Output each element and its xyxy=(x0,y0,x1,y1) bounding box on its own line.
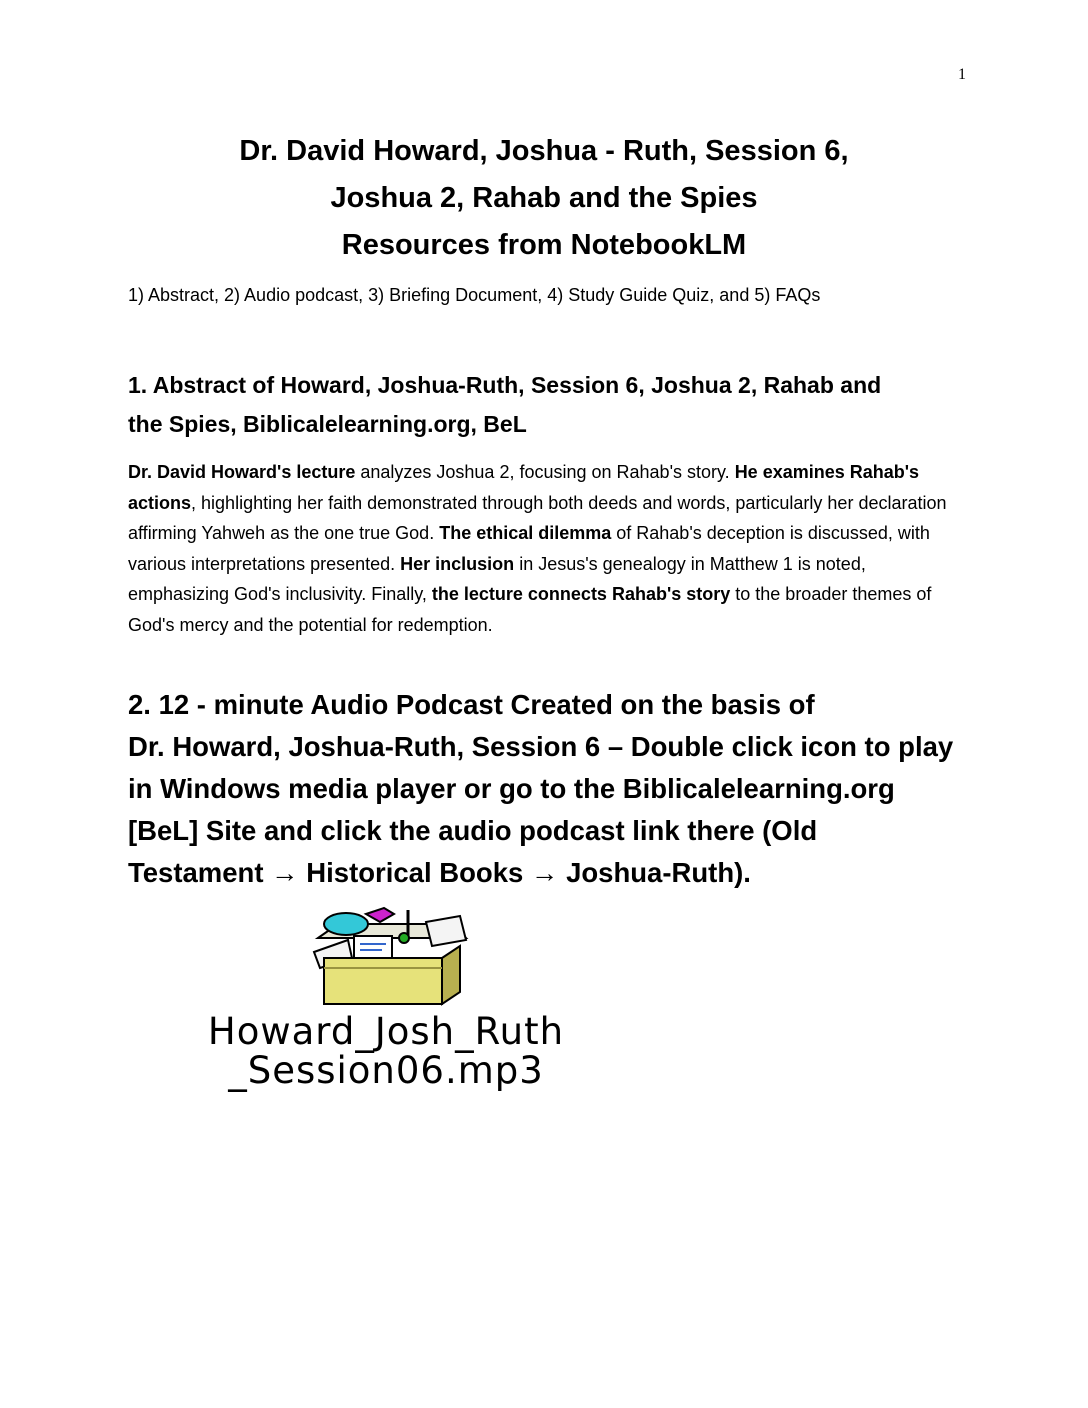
breadcrumb-old-testament: Testament xyxy=(128,857,272,888)
abstract-text-5: to the broader themes of God's mercy and the potential for redemption. xyxy=(128,584,932,635)
abstract-bold-4: Her inclusion xyxy=(400,553,515,574)
abstract-text-1: analyzes Joshua 2, focusing on Rahab's story. xyxy=(355,462,735,482)
arrow-right-icon: → xyxy=(530,857,559,888)
attachment-filename-line-2: _Session06.mp3 xyxy=(228,1049,544,1092)
page-number: 1 xyxy=(958,66,966,83)
page-title xyxy=(0,128,1088,269)
section-2-line-3: in Windows media player or go to the Biblicalelearning.org xyxy=(128,773,895,804)
section-1-heading-line-1: 1. Abstract of Howard, Joshua-Ruth, Session 6, Joshua 2, Rahab and xyxy=(128,372,882,398)
abstract-text-4: in Jesus's genealogy in Matthew 1 is noted, emphasizing God's inclusivity. Finally, xyxy=(128,553,866,604)
contents-list: 1) Abstract, 2) Audio podcast, 3) Briefing Document, 4) Study Guide Quiz, and 5) FAQs xyxy=(128,285,821,305)
breadcrumb-historical-books: Historical Books xyxy=(298,857,531,888)
section-2-line-5 xyxy=(128,852,1008,894)
section-1-heading-line-2: the Spies, Biblicalelearning.org, BeL xyxy=(128,411,527,437)
attachment-filename-line-1: Howard_Josh_Ruth xyxy=(207,1010,565,1053)
abstract-paragraph xyxy=(128,457,964,640)
section-1-heading xyxy=(128,366,958,444)
breadcrumb-joshua-ruth: Joshua-Ruth). xyxy=(558,857,751,888)
title-line-3: Resources from NotebookLM xyxy=(341,229,747,261)
abstract-bold-5: the lecture connects Rahab's story xyxy=(431,584,731,604)
abstract-bold-2: He examines Rahab's actions xyxy=(128,462,920,513)
arrow-right-icon: → xyxy=(271,857,299,888)
section-2-line-4: [BeL] Site and click the audio podcast link there (Old xyxy=(128,815,818,846)
abstract-text-2: , highlighting her faith demonstrated through both deeds and words, particularly her declaration affirming Yahweh as the one true God. xyxy=(128,492,947,543)
abstract-bold-3: The ethical dilemma xyxy=(439,523,612,543)
section-2-line-1: 2. 12 - minute Audio Podcast Created on the basis of xyxy=(128,689,815,720)
attachment-filename[interactable] xyxy=(126,1012,646,1090)
section-2-line-2: Dr. Howard, Joshua-Ruth, Session 6 – Double click icon to play xyxy=(128,731,954,762)
title-line-2: Joshua 2, Rahab and the Spies xyxy=(330,182,758,214)
abstract-bold-1: Dr. David Howard's lecture xyxy=(128,462,356,482)
section-2-heading xyxy=(128,684,1008,894)
package-icon[interactable] xyxy=(308,906,472,1010)
title-line-1: Dr. David Howard, Joshua - Ruth, Session 6, xyxy=(239,135,849,167)
abstract-text-3: of Rahab's deception is discussed, with various interpretations presented. xyxy=(128,523,930,574)
